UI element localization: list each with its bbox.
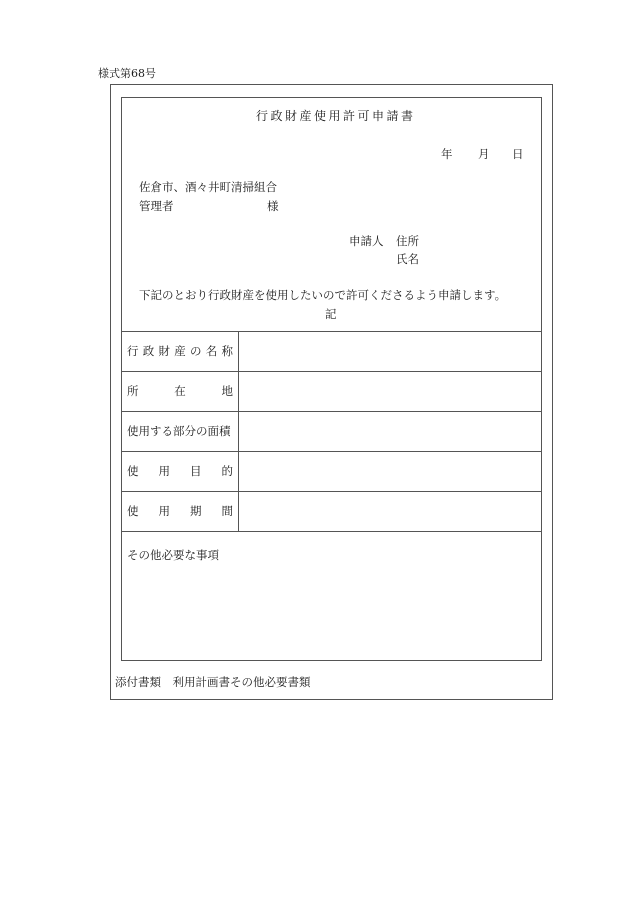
label-char: 地 xyxy=(221,384,233,398)
other-matters-section xyxy=(121,531,542,661)
table-row xyxy=(121,411,542,451)
applicant-address-label: 住所 xyxy=(396,234,419,248)
row-label-purpose xyxy=(127,466,233,478)
applicant-name-label: 氏名 xyxy=(396,252,419,266)
date-month-label: 月 xyxy=(478,147,490,161)
row-label-area: 使用する部分の面積 xyxy=(127,424,231,438)
table-row xyxy=(121,331,542,371)
label-char: 用 xyxy=(158,464,170,478)
column-divider xyxy=(238,372,239,412)
label-char: 財 xyxy=(158,344,170,358)
date-year-label: 年 xyxy=(441,147,453,161)
label-char: 名 xyxy=(205,344,218,358)
date-day-label: 日 xyxy=(512,147,524,161)
column-divider xyxy=(238,412,239,452)
attachments-note: 添付書類 利用計画書その他必要書類 xyxy=(115,675,311,689)
label-char: 政 xyxy=(142,344,155,358)
document-title: 行政財産使用許可申請書 xyxy=(256,109,416,123)
label-char: 使 xyxy=(127,464,139,478)
label-char: 所 xyxy=(127,384,139,398)
column-divider xyxy=(238,332,239,372)
label-char: の xyxy=(190,344,202,358)
other-matters-label: その他必要な事項 xyxy=(127,548,219,562)
label-char: 用 xyxy=(158,504,170,518)
label-char: 行 xyxy=(127,344,139,358)
column-divider xyxy=(238,452,239,492)
table-row xyxy=(121,451,542,491)
label-char: 称 xyxy=(221,344,233,358)
row-label-location xyxy=(127,386,233,398)
column-divider xyxy=(238,492,239,532)
label-char: 目 xyxy=(190,464,202,478)
table-row xyxy=(121,491,542,531)
request-statement: 下記のとおり行政財産を使用したいので許可くださるよう申請します。 xyxy=(139,288,507,302)
row-label-property-name xyxy=(127,346,233,358)
label-char: 使 xyxy=(127,504,139,518)
applicant-label: 申請人 xyxy=(349,234,384,248)
table-row xyxy=(121,371,542,411)
addressee-organization: 佐倉市、酒々井町清掃組合 xyxy=(139,180,277,194)
label-char: 期 xyxy=(190,504,202,518)
addressee-title: 管理者 xyxy=(139,199,174,213)
label-char: 在 xyxy=(174,384,186,398)
addressee-honorific: 様 xyxy=(267,199,279,213)
label-char: 的 xyxy=(221,464,233,478)
label-char: 産 xyxy=(174,344,186,358)
row-label-period xyxy=(127,506,233,518)
ki-heading: 記 xyxy=(325,307,337,321)
label-char: 間 xyxy=(221,504,233,518)
form-number: 様式第68号 xyxy=(98,67,156,80)
